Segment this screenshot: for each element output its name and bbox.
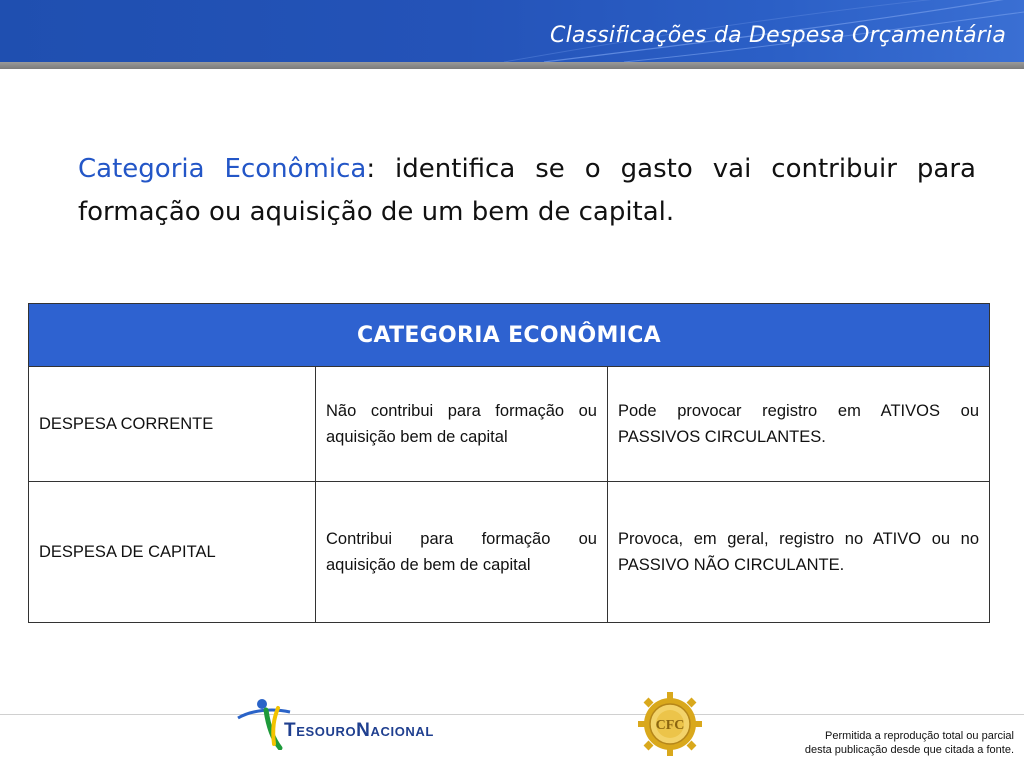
table-row <box>29 367 990 482</box>
table-heading: CATEGORIA ECONÔMICA <box>29 304 990 367</box>
economic-category-table <box>28 303 990 623</box>
row-category: DESPESA CORRENTE <box>29 367 316 482</box>
header-divider <box>0 62 1024 69</box>
row-category: DESPESA DE CAPITAL <box>29 482 316 623</box>
footer-divider <box>0 714 1024 715</box>
notice-line-2: desta publicação desde que citada a fonte. <box>804 744 1014 756</box>
reproduction-notice <box>799 729 1014 757</box>
row-accounting: Provoca, em geral, registro no ATIVO ou no PASSIVO NÃO CIRCULANTE. <box>608 482 990 623</box>
row-contribution: Contribui para formação ou aquisição de bem de capital <box>316 482 608 623</box>
intro-separator: : <box>366 154 376 184</box>
intro-text: identifica se o gasto vai contribuir para formação ou aquisição de um bem de capital. <box>78 154 976 227</box>
row-contribution: Não contribui para formação ou aquisição bem de capital <box>316 367 608 482</box>
row-accounting: Pode provocar registro em ATIVOS ou PASSIVOS CIRCULANTES. <box>608 367 990 482</box>
cfc-seal-icon <box>636 690 704 758</box>
tesouro-nacional-wordmark: TESOURONACIONAL <box>284 720 434 741</box>
notice-line-1: Permitida a reprodução total ou parcial <box>825 730 1014 742</box>
slide-title: Classificações da Despesa Orçamentária <box>550 23 1006 48</box>
svg-text:CFC: CFC <box>655 718 685 733</box>
header-banner <box>0 0 1024 62</box>
table-row <box>29 482 990 623</box>
intro-term: Categoria Econômica <box>78 154 367 184</box>
intro-paragraph <box>78 148 976 234</box>
